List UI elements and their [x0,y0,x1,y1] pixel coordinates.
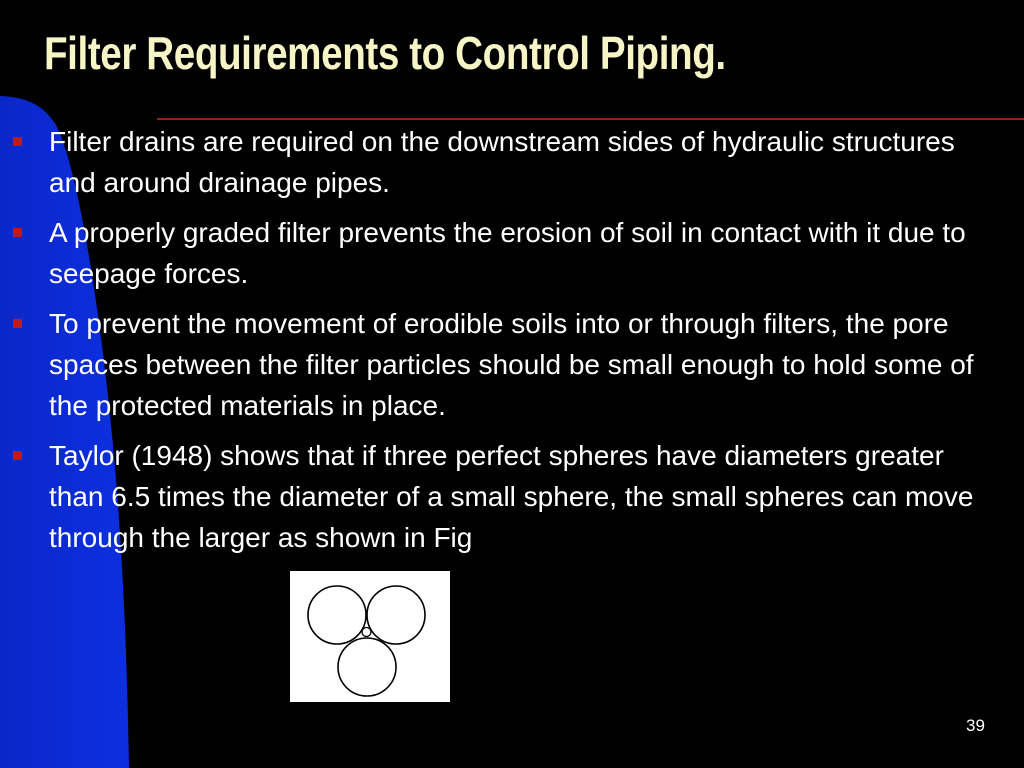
bullet-item [0,435,1024,558]
square-bullet-icon [13,137,22,146]
three-spheres-diagram-icon [290,571,450,702]
square-bullet-icon [13,319,22,328]
bullet-text: Filter drains are required on the downstream sides of hydraulic structures and around drainage pipes. [49,126,955,198]
bullet-text: A properly graded filter prevents the erosion of soil in contact with it due to seepage forces. [49,217,966,289]
page-number: 39 [966,716,985,735]
bullet-list [0,121,1024,567]
title-divider-rule [157,118,1024,120]
bullet-item [0,303,1024,426]
three-spheres-figure [290,571,450,702]
bullet-item [0,212,1024,294]
square-bullet-icon [13,451,22,460]
bullet-text: To prevent the movement of erodible soils into or through filters, the pore spaces between the filter particles should be small enough to hold some of the protected materials in place. [49,308,974,421]
bullet-text: Taylor (1948) shows that if three perfect spheres have diameters greater than 6.5 times the diameter of a small sphere, the small spheres can move through the larger as shown in Fig [49,440,974,553]
bullet-item [0,121,1024,203]
square-bullet-icon [13,228,22,237]
slide-title: Filter Requirements to Control Piping. [44,27,726,79]
